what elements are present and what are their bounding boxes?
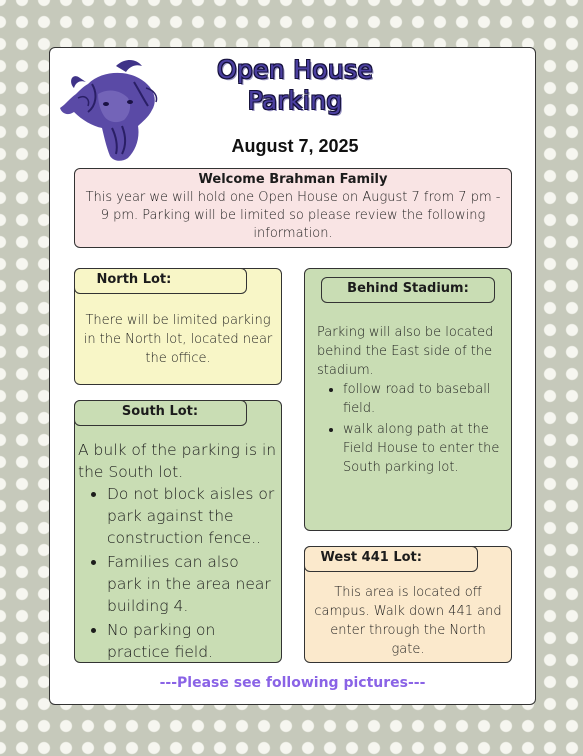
list-item: • walk along path at the Field House to enter the South parking lot. (343, 420, 503, 477)
welcome-body: This year we will hold one Open House on August 7 from 7 pm - 9 pm. Parking will be limited so please review the following information. (85, 190, 501, 241)
south-lot-label: South Lot: (74, 400, 247, 426)
behind-stadium-intro: Parking will also be located behind the East side of the stadium. (317, 325, 494, 378)
title-line-1: Open House (216, 55, 374, 84)
footer-note: ---Please see following pictures--- (159, 675, 426, 691)
west-441-lot-body: This area is located off campus. Walk down 441 and enter through the North gate. (314, 585, 502, 657)
flyer-card (49, 47, 536, 705)
behind-stadium-body (317, 323, 503, 479)
welcome-heading: Welcome Brahman Family (198, 172, 388, 187)
list-item: • No parking on practice field. (107, 619, 277, 663)
list-item: • follow road to baseball field. (343, 380, 503, 418)
title-line-2: Parking (247, 86, 343, 115)
page-title (180, 54, 410, 116)
event-date: August 7, 2025 (231, 136, 359, 156)
behind-stadium-box (304, 268, 512, 531)
south-lot-list (78, 483, 277, 663)
west-441-lot-label: West 441 Lot: (304, 546, 478, 572)
north-lot-box (74, 268, 282, 385)
south-lot-box (74, 400, 282, 663)
welcome-box (74, 168, 512, 248)
list-item: • Families can also park in the area near building 4. (107, 551, 277, 617)
north-lot-label: North Lot: (74, 268, 247, 294)
north-lot-body: There will be limited parking in the North lot, located near the office. (83, 313, 273, 366)
behind-stadium-list (317, 380, 503, 477)
south-lot-body (78, 439, 277, 665)
list-item: • Do not block aisles or park against the construction fence.. (107, 483, 277, 549)
south-lot-intro: A bulk of the parking is in the South lot. (78, 441, 277, 481)
west-441-lot-box (304, 546, 512, 663)
brahman-bull-head-icon (58, 54, 170, 164)
behind-stadium-label: Behind Stadium: (321, 277, 495, 303)
